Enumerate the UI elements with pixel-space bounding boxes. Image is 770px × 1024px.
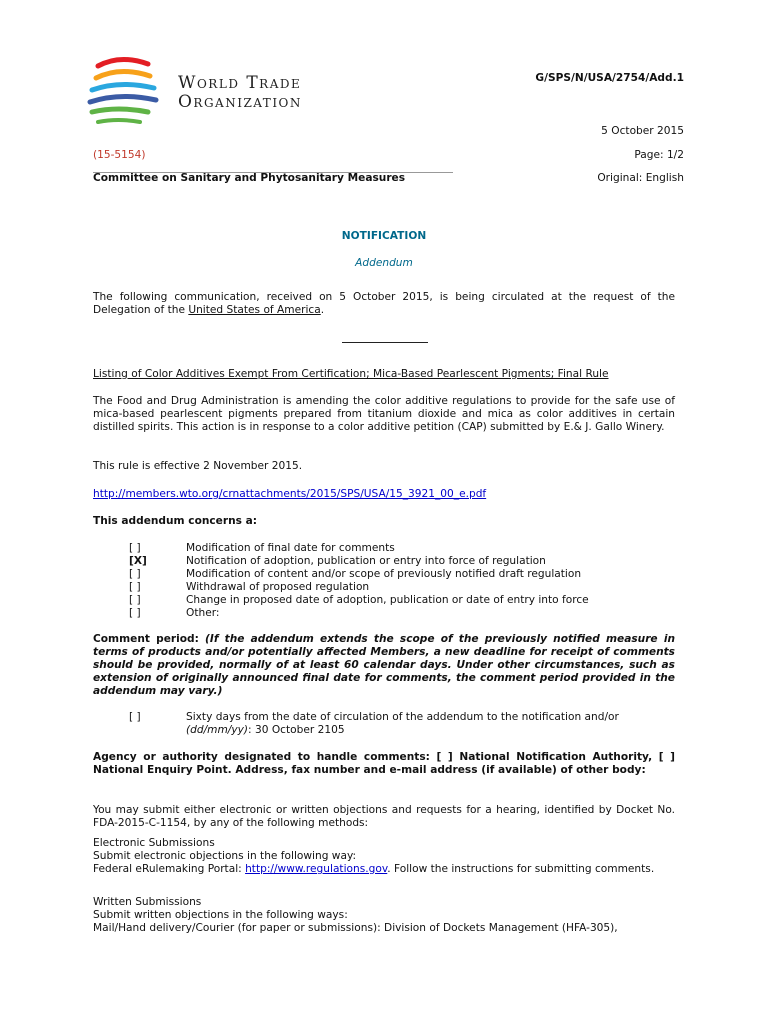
electronic-submissions (93, 837, 675, 876)
concerns-list (129, 542, 689, 620)
list-item (129, 555, 689, 568)
page-indicator: Page: 1/2 (634, 149, 684, 161)
wto-logo-icon (84, 56, 166, 132)
checkbox-label: Withdrawal of proposed regulation (186, 581, 370, 593)
list-item (129, 594, 689, 607)
org-name (178, 74, 358, 112)
written-submissions (93, 896, 675, 935)
checkbox-label: Modification of content and/or scope of previously notified draft regulation (186, 568, 582, 580)
checkbox-mark: [ ] (129, 711, 141, 723)
portal-instruction: . Follow the instructions for submitting comments. (387, 863, 655, 875)
checkbox-label: Change in proposed date of adoption, publication or date of entry into force (186, 594, 589, 606)
submission-paragraph: You may submit either electronic or written objections and requests for a hearing, identified by Docket No. FDA-2015-C-1154, by any of the following methods: (93, 804, 675, 829)
agency-paragraph: Agency or authority designated to handle comments: [ ] National Notification Authority, [ ] National Enquiry Point. Address, fax number and e-mail address (if available) of other body: (93, 751, 675, 776)
electronic-instruction: Submit electronic objections in the following way: (93, 850, 357, 862)
checkbox-mark: [ ] (129, 568, 141, 580)
comment-period-label: Comment period: (93, 633, 199, 645)
document-symbol: G/SPS/N/USA/2754/Add.1 (535, 72, 684, 84)
checkbox-label: Modification of final date for comments (186, 542, 395, 554)
intro-paragraph (93, 291, 675, 317)
org-name-line1: World Trade (178, 73, 302, 93)
document-date: 5 October 2015 (601, 125, 684, 137)
intro-text: The following communication, received on 5 October 2015, is being circulated at the request of the Delegation of the (93, 291, 675, 316)
original-language: Original: English (597, 172, 684, 184)
section-divider (342, 342, 428, 343)
mail-delivery-line: Mail/Hand delivery/Courier (for paper or submissions): Division of Dockets Management (HFA-305), (93, 922, 618, 934)
comment-period-text: (If the addendum extends the scope of the previously notified measure in terms of products and/or potentially affected Members, a new deadline for receipt of comments should be provided, normally of at least 60 calendar days. Under other circumstances, such as extension of originally announced final date for comments, the comment period provided in the addendum may vary.) (93, 633, 675, 697)
concerns-heading: This addendum concerns a: (93, 515, 257, 527)
effective-date-text: This rule is effective 2 November 2015. (93, 460, 303, 472)
checkbox-mark: [ ] (129, 581, 141, 593)
list-item (129, 542, 689, 555)
member-link[interactable]: United States of America (188, 304, 321, 316)
checkbox-mark: [ ] (129, 594, 141, 606)
portal-label: Federal eRulemaking Portal: (93, 863, 246, 875)
sixty-days-text (186, 711, 686, 737)
rule-title: Listing of Color Additives Exempt From Certification; Mica-Based Pearlescent Pigments; Final Rule (93, 368, 609, 380)
rule-description: The Food and Drug Administration is amending the color additive regulations to provide for the safe use of mica-based pearlescent pigments prepared from titanium dioxide and mica as color additives in certain distilled spirits. This action is in response to a color additive petition (CAP) submitted by E.& J. Gallo Winery. (93, 395, 675, 433)
regulations-gov-link[interactable]: http://www.regulations.gov (245, 863, 388, 875)
checkbox-label: Notification of adoption, publication or entry into force of regulation (186, 555, 546, 567)
portal-line (93, 863, 675, 876)
notification-heading: NOTIFICATION (341, 230, 427, 242)
list-item (129, 607, 689, 620)
intro-end: . (320, 304, 325, 316)
reference-number: (15-5154) (93, 149, 146, 161)
document-link[interactable]: http://members.wto.org/crnattachments/2015/SPS/USA/15_3921_00_e.pdf (93, 488, 487, 500)
electronic-heading: Electronic Submissions (93, 837, 215, 849)
date-format-hint: (dd/mm/yy) (186, 724, 249, 736)
checkbox-label: Other: (186, 607, 220, 619)
org-name-line2: Organization (178, 92, 302, 112)
written-instruction: Submit written objections in the following ways: (93, 909, 348, 921)
written-heading: Written Submissions (93, 896, 202, 908)
deadline-date: : 30 October 2105 (248, 724, 345, 736)
committee-name: Committee on Sanitary and Phytosanitary Measures (93, 172, 406, 184)
checkbox-mark: [ ] (129, 542, 141, 554)
list-item (129, 568, 689, 581)
comment-period-paragraph (93, 633, 675, 698)
list-item (129, 581, 689, 594)
checkbox-mark: [ ] (129, 607, 141, 619)
sixty-days-label: Sixty days from the date of circulation of the addendum to the notification and/or (186, 711, 619, 723)
checkbox-mark: [X] (129, 555, 147, 567)
addendum-subheading: Addendum (355, 257, 413, 269)
